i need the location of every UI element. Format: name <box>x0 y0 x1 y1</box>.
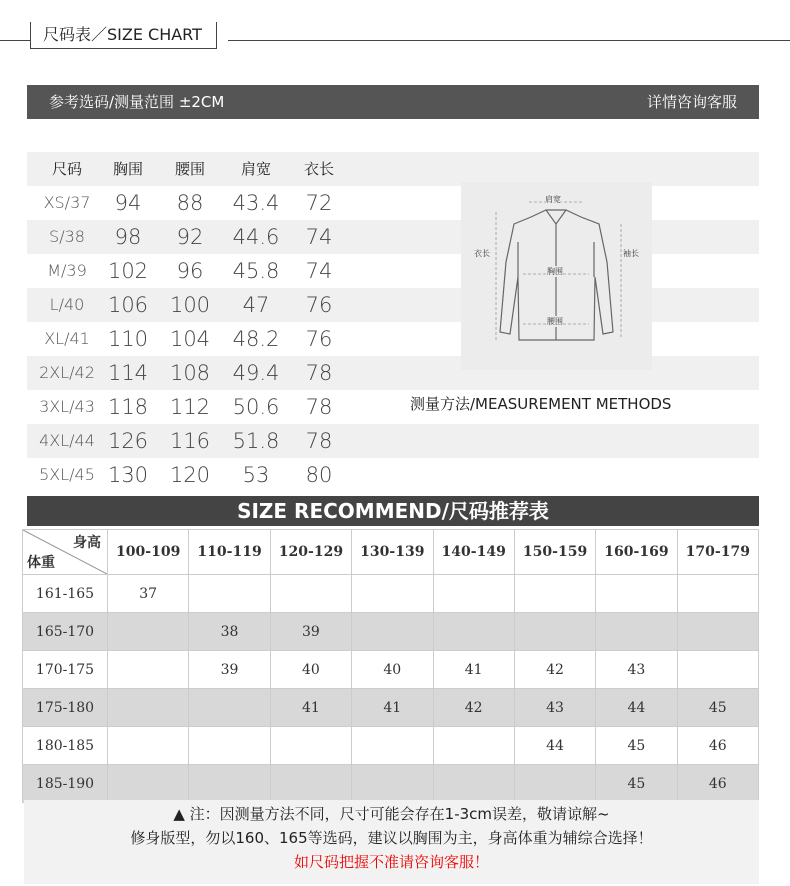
height-range-header: 120-129 <box>270 530 351 575</box>
size-value-cell: 118 <box>107 395 149 419</box>
recommended-size-cell <box>677 613 758 651</box>
recommended-size-cell <box>189 575 270 613</box>
recommended-size-cell <box>352 765 433 803</box>
recommend-row <box>23 613 759 651</box>
recommended-size-cell <box>514 765 595 803</box>
page-title: 尺码表／SIZE CHART <box>30 22 217 49</box>
header-line-left <box>0 40 30 41</box>
recommended-size-cell: 46 <box>677 727 758 765</box>
recommended-size-cell <box>189 689 270 727</box>
diagram-label-length: 衣长 <box>474 249 490 258</box>
recommend-row <box>23 689 759 727</box>
size-value-cell: 126 <box>107 429 149 453</box>
recommended-size-cell <box>514 613 595 651</box>
size-recommend-table <box>22 529 759 803</box>
size-value-cell: 47 <box>242 293 270 317</box>
recommended-size-cell: 45 <box>596 765 677 803</box>
size-value-cell: 51.8 <box>232 429 280 453</box>
recommended-size-cell: 38 <box>189 613 270 651</box>
recommended-size-cell <box>433 575 514 613</box>
recommended-size-cell <box>514 575 595 613</box>
size-value-cell: 50.6 <box>232 395 280 419</box>
size-value-cell: 104 <box>169 327 211 351</box>
diagram-label-shoulder: 肩宽 <box>545 195 561 204</box>
recommended-size-cell <box>189 765 270 803</box>
size-value-cell: 72 <box>305 191 333 215</box>
size-value-cell: 106 <box>107 293 149 317</box>
height-range-header: 160-169 <box>596 530 677 575</box>
diagram-label-waist: 腰围 <box>547 317 563 326</box>
size-value-cell: 120 <box>169 463 211 487</box>
recommended-size-cell: 43 <box>596 651 677 689</box>
recommended-size-cell <box>108 689 189 727</box>
recommended-size-cell: 39 <box>270 613 351 651</box>
size-value-cell: 44.6 <box>232 225 280 249</box>
recommended-size-cell <box>433 727 514 765</box>
recommended-size-cell <box>108 727 189 765</box>
recommended-size-cell <box>433 765 514 803</box>
notes-panel <box>24 800 759 884</box>
recommended-size-cell <box>108 765 189 803</box>
recommended-size-cell: 42 <box>433 689 514 727</box>
diagram-label-sleeve: 袖长 <box>623 249 639 258</box>
size-value-cell: 94 <box>114 191 142 215</box>
size-recommend-title: SIZE RECOMMEND/尺码推荐表 <box>27 496 759 526</box>
corner-weight-label: 体重 <box>27 555 55 571</box>
diagram-label-chest: 胸围 <box>547 267 563 276</box>
size-label-cell: 4XL/44 <box>39 431 95 450</box>
size-label-cell: 2XL/42 <box>39 363 95 382</box>
recommended-size-cell <box>108 613 189 651</box>
size-label-cell: M/39 <box>47 261 87 280</box>
recommended-size-cell: 41 <box>270 689 351 727</box>
note-error-warning: ▲ 注：因测量方法不同，尺寸可能会存在1-3cm误差，敬请谅解~ <box>173 805 610 823</box>
recommended-size-cell <box>677 651 758 689</box>
recommended-size-cell: 39 <box>189 651 270 689</box>
size-value-cell: 76 <box>305 293 333 317</box>
size-label-cell: S/38 <box>49 227 85 246</box>
height-range-header: 130-139 <box>352 530 433 575</box>
recommended-size-cell <box>433 613 514 651</box>
recommended-size-cell <box>108 651 189 689</box>
size-value-cell: 74 <box>305 259 333 283</box>
height-range-header: 150-159 <box>514 530 595 575</box>
recommend-row <box>23 765 759 803</box>
size-value-cell: 100 <box>169 293 211 317</box>
recommended-size-cell <box>352 575 433 613</box>
size-value-cell: 102 <box>107 259 149 283</box>
size-value-cell: 78 <box>305 395 333 419</box>
recommended-size-cell: 40 <box>352 651 433 689</box>
height-range-header: 140-149 <box>433 530 514 575</box>
recommended-size-cell <box>270 575 351 613</box>
header-line-right <box>228 40 790 41</box>
reference-range-text: 参考选码/测量范围 ±2CM <box>49 93 225 111</box>
recommended-size-cell: 41 <box>352 689 433 727</box>
recommended-size-cell: 46 <box>677 765 758 803</box>
size-value-cell: 76 <box>305 327 333 351</box>
size-value-cell: 48.2 <box>232 327 280 351</box>
recommend-header-row <box>23 530 759 575</box>
weight-range-cell: 161-165 <box>23 575 108 613</box>
size-header-cell: 胸围 <box>112 160 143 178</box>
recommend-row <box>23 575 759 613</box>
recommended-size-cell: 42 <box>514 651 595 689</box>
note-fit-advice: 修身版型，勿以160、165等选码，建议以胸围为主，身高体重为辅综合选择！ <box>130 829 653 847</box>
size-value-cell: 114 <box>107 361 149 385</box>
size-value-cell: 45.8 <box>232 259 280 283</box>
size-value-cell: 110 <box>107 327 149 351</box>
height-range-header: 110-119 <box>189 530 270 575</box>
size-value-cell: 78 <box>305 429 333 453</box>
size-value-cell: 108 <box>169 361 211 385</box>
size-value-cell: 49.4 <box>232 361 280 385</box>
size-header-cell: 肩宽 <box>240 160 271 178</box>
corner-height-label: 身高 <box>73 535 101 551</box>
weight-range-cell: 165-170 <box>23 613 108 651</box>
recommended-size-cell <box>677 575 758 613</box>
size-value-cell: 43.4 <box>232 191 280 215</box>
size-value-cell: 96 <box>176 259 204 283</box>
recommended-size-cell: 37 <box>108 575 189 613</box>
consult-service-text: 详情咨询客服 <box>646 93 737 111</box>
size-value-cell: 88 <box>176 191 204 215</box>
recommended-size-cell: 41 <box>433 651 514 689</box>
size-label-cell: XL/41 <box>44 329 90 348</box>
recommended-size-cell <box>270 765 351 803</box>
note-contact-service: 如尺码把握不准请咨询客服！ <box>293 853 489 871</box>
size-label-cell: XS/37 <box>43 193 91 212</box>
size-value-cell: 98 <box>114 225 142 249</box>
shirt-measurement-diagram <box>461 182 652 370</box>
size-value-cell: 92 <box>176 225 204 249</box>
size-value-cell: 112 <box>169 395 211 419</box>
recommended-size-cell: 44 <box>514 727 595 765</box>
recommended-size-cell <box>352 727 433 765</box>
weight-range-cell: 175-180 <box>23 689 108 727</box>
weight-range-cell: 180-185 <box>23 727 108 765</box>
size-label-cell: 5XL/45 <box>39 465 95 484</box>
size-value-cell: 116 <box>169 429 211 453</box>
recommended-size-cell: 45 <box>677 689 758 727</box>
height-range-header: 170-179 <box>677 530 758 575</box>
recommended-size-cell: 44 <box>596 689 677 727</box>
size-header-cell: 衣长 <box>303 160 334 178</box>
size-value-cell: 78 <box>305 361 333 385</box>
recommended-size-cell <box>189 727 270 765</box>
height-range-header: 100-109 <box>108 530 189 575</box>
size-value-cell: 53 <box>242 463 270 487</box>
recommend-row <box>23 651 759 689</box>
recommended-size-cell <box>352 613 433 651</box>
size-value-cell: 130 <box>107 463 149 487</box>
size-value-cell: 74 <box>305 225 333 249</box>
size-header-cell: 腰围 <box>174 160 205 178</box>
weight-range-cell: 170-175 <box>23 651 108 689</box>
recommend-corner-cell <box>23 530 108 575</box>
recommended-size-cell: 43 <box>514 689 595 727</box>
recommended-size-cell <box>270 727 351 765</box>
recommend-row <box>23 727 759 765</box>
recommended-size-cell: 45 <box>596 727 677 765</box>
weight-range-cell: 185-190 <box>23 765 108 803</box>
measurement-methods-label: 测量方法/MEASUREMENT METHODS <box>410 395 672 413</box>
size-header-cell: 尺码 <box>51 160 82 178</box>
recommended-size-cell <box>596 613 677 651</box>
size-value-cell: 80 <box>305 463 333 487</box>
recommended-size-cell: 40 <box>270 651 351 689</box>
reference-bar <box>27 85 759 119</box>
size-label-cell: L/40 <box>49 295 85 314</box>
size-label-cell: 3XL/43 <box>39 397 95 416</box>
recommended-size-cell <box>596 575 677 613</box>
